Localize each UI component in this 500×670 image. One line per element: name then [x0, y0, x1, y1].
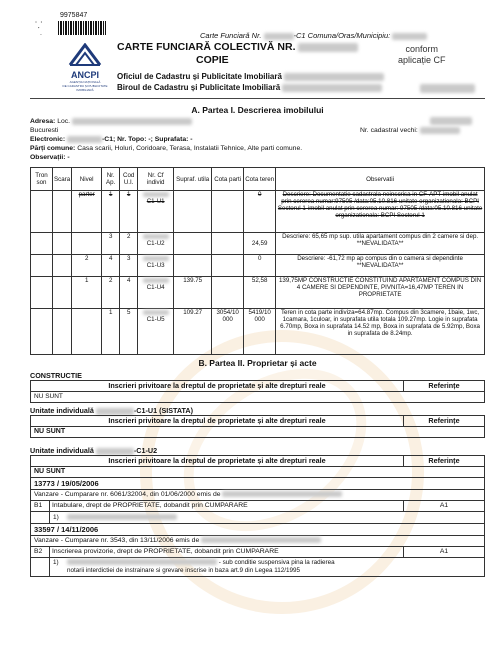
- cell-cf: [138, 233, 174, 255]
- entry-1-sub: [31, 512, 484, 523]
- table-row: [31, 277, 485, 309]
- entry-1-act: [31, 490, 484, 501]
- col-cota-parti: Cota parti: [212, 168, 244, 191]
- entry-1-code: B1: [31, 501, 50, 511]
- table-header-row: [31, 168, 485, 191]
- entry-2-note-1: - sub conditie suspensiva pina la radierea: [218, 559, 335, 566]
- stamp-redacted: [420, 80, 475, 98]
- table-row: [31, 233, 485, 255]
- cell-cota: [212, 255, 244, 277]
- cell-cota: [212, 277, 244, 309]
- redacted: [143, 256, 169, 261]
- rights-header: [30, 455, 485, 467]
- nu-sunt-cell: NU SUNT: [30, 427, 485, 438]
- cell-ap: 3: [102, 233, 120, 255]
- units-table: [30, 167, 485, 355]
- cell-cf: [138, 309, 174, 355]
- cell-tronson: [31, 255, 53, 277]
- top-line-comuna: -C1 Comuna/Oras/Municipiu:: [293, 31, 391, 40]
- nu-sunt-cell: NU SUNT: [30, 392, 485, 403]
- col-cf: Nr. Cf individ: [138, 168, 174, 191]
- cell-supraf: [174, 255, 212, 277]
- col-referinte: Referințe: [428, 381, 460, 390]
- address-value: Loc.: [57, 118, 71, 125]
- cell-ap: 2: [102, 277, 120, 309]
- cell-nivel: parter: [72, 191, 102, 233]
- document-title: [117, 41, 358, 53]
- cell-cf-text: C1-U5: [146, 316, 165, 323]
- cell-tronson: [31, 233, 53, 255]
- cell-obs: Teren in cota parte indiviza=64.87mp. Compus din 3camere, 1baie, 1wc, 1camara, 1culoar, in suprafata utila totala 109.27mp. Logie in suprafata 6.70mp, Boxa in suprafata 14.52 mp, Boxa in suprafata de 5.92mp, Boxa in suprafata de 8.24mp.: [276, 309, 485, 355]
- logo-sub-2: DE CADASTRU ȘI PUBLICITATE IMOBILIARĂ: [62, 84, 108, 92]
- cell-cf: [138, 255, 174, 277]
- cell-nivel: [72, 233, 102, 255]
- col-ap: Nr. Ap.: [102, 168, 120, 191]
- city: Bucuresti: [30, 127, 59, 134]
- cell-nivel: 1: [72, 277, 102, 309]
- entry-1: [30, 478, 485, 524]
- table-row: [31, 191, 485, 233]
- entry-2-row: [31, 547, 484, 558]
- part-b-heading: B. Partea II. Proprietar și acte: [198, 358, 317, 368]
- address-row: [30, 117, 192, 126]
- entry-2-sub-num: 1): [53, 559, 59, 566]
- entry-1-act-text: Vanzare - Cumparare nr. 6061/32004, din 01/06/2000 emis de: [34, 491, 221, 498]
- redacted: [143, 278, 169, 283]
- electronic-value: -C1; Nr. Topo: -; Suprafata: -: [102, 136, 193, 143]
- ancpi-logo: [60, 43, 110, 92]
- cell-teren: 0: [244, 255, 276, 277]
- common-parts-row: [30, 144, 302, 153]
- entry-1-head: 13773 / 19/05/2006: [31, 478, 484, 490]
- col-cod: Cod U.I.: [120, 168, 138, 191]
- header-rule: [30, 98, 485, 99]
- cell-teren: 52,58: [244, 277, 276, 309]
- redacted: [143, 310, 169, 315]
- cell-teren: 0: [244, 191, 276, 233]
- col-observatii: Observatii: [276, 168, 485, 191]
- redacted: [67, 514, 177, 520]
- redacted: [392, 33, 427, 40]
- unit2-label-b: -C1-U2: [133, 446, 158, 455]
- cell-cod: 3: [120, 255, 138, 277]
- cell-nivel: 2: [72, 255, 102, 277]
- unit1-label: [30, 406, 193, 415]
- cell-scara: [53, 191, 72, 233]
- unit2-label-a: Unitate individuală: [30, 446, 94, 455]
- unit2-section: [30, 455, 485, 577]
- cell-scara: [53, 277, 72, 309]
- corner-mark: ⸪: [35, 20, 43, 30]
- cell-scara: [53, 233, 72, 255]
- address-label: Adresa:: [30, 118, 56, 125]
- entry-2-sub: [31, 558, 484, 576]
- constructie-label: CONSTRUCTIE: [30, 371, 82, 380]
- logo-graphic-icon: [68, 43, 102, 67]
- entry-2-act-text: Vanzare - Cumparare nr. 3543, din 13/11/2006 emis de: [34, 537, 200, 544]
- cell-cod: 4: [120, 277, 138, 309]
- cell-tronson: [31, 277, 53, 309]
- office-line-1-text: Oficiul de Cadastru și Publicitate Imobiliară: [117, 72, 282, 81]
- table-row: [31, 255, 485, 277]
- cell-ap: 1: [102, 191, 120, 233]
- cell-supraf: [174, 191, 212, 233]
- logo-sub-1: AGENȚIA NAȚIONALĂ: [69, 80, 101, 84]
- entry-2: [30, 524, 485, 577]
- cell-obs: 139,75MP CONSTRUCTIE CONSTITUIND APARTAMENT COMPUS DIN 4 CAMERE SI DEPENDINTE, PIVNITA=16,47MP TEREN IN PROPRIETATE: [276, 277, 485, 309]
- col-referinte: Referințe: [428, 416, 460, 425]
- top-line: [200, 31, 427, 40]
- redacted: [222, 491, 342, 497]
- cell-supraf: 109.27: [174, 309, 212, 355]
- logo-text: ANCPI: [70, 70, 99, 80]
- cell-cf: [138, 277, 174, 309]
- cell-cod: 1: [120, 191, 138, 233]
- cell-teren: 24,59: [244, 233, 276, 255]
- cadastral-old-label: Nr. cadastral vechi:: [360, 127, 418, 134]
- entry-1-sub-num: 1): [53, 514, 59, 521]
- cell-cf-text: C1-U3: [146, 262, 165, 269]
- conform-stamp: [398, 44, 446, 66]
- cell-cf-text: C1-U2: [146, 240, 165, 247]
- stamp-line-1: conform: [405, 44, 439, 54]
- rights-header: [30, 415, 485, 427]
- cell-ap: 1: [102, 309, 120, 355]
- cell-tronson: [31, 309, 53, 355]
- redacted: [284, 73, 384, 81]
- col-referinte: Referințe: [428, 456, 460, 465]
- redacted: [298, 43, 358, 52]
- entry-2-note-2: notarii interdictiei de instrainare si grevare inscrise in baza art.9 din Legea 112/1995: [67, 567, 301, 574]
- col-nivel: Nivel: [72, 168, 102, 191]
- cell-obs: Descriere: 65,65 mp sup. utila apartament compus din 2 camere si dep. **NEVALIDATA**: [276, 233, 485, 255]
- common-parts-value: Casa scarii, Holuri, Coridoare, Terasa, Instalatii Tehnice, Alte parti comune.: [77, 145, 303, 152]
- redacted: [282, 84, 382, 92]
- entry-2-head: 33597 / 14/11/2006: [31, 524, 484, 536]
- cell-cod: 2: [120, 233, 138, 255]
- office-line-2-text: Biroul de Cadastru și Publicitate Imobiliară: [117, 83, 281, 92]
- constructie-section: [30, 380, 485, 403]
- document-subtitle: COPIE: [196, 54, 229, 66]
- cadastral-old: [360, 126, 460, 135]
- cell-nivel: [72, 309, 102, 355]
- col-inscrieri: Inscrieri privitoare la dreptul de proprietate și alte drepturi reale: [31, 381, 404, 391]
- entry-1-ref: A1: [439, 502, 449, 509]
- document-title-text: CARTE FUNCIARĂ COLECTIVĂ NR.: [117, 41, 296, 53]
- redacted: [420, 127, 460, 134]
- col-inscrieri: Inscrieri privitoare la dreptul de proprietate și alte drepturi reale: [31, 456, 404, 466]
- tick-mark: ˙: [40, 33, 43, 42]
- cell-supraf: [174, 233, 212, 255]
- office-line-2: [117, 83, 382, 92]
- barcode: [58, 21, 106, 35]
- observations-row: Observații: -: [30, 154, 70, 161]
- redacted: [67, 136, 102, 143]
- cell-scara: [53, 255, 72, 277]
- redacted: [67, 559, 217, 565]
- rights-header: [30, 380, 485, 392]
- cell-teren: 5419/10 000: [244, 309, 276, 355]
- entry-2-act: [31, 536, 484, 547]
- entry-2-code: B2: [31, 547, 50, 557]
- col-tronson: Tron son: [31, 168, 53, 191]
- table-row: [31, 309, 485, 355]
- top-line-cf: Carte Funciară Nr.: [200, 31, 262, 40]
- redacted: [264, 33, 294, 40]
- redacted: [72, 118, 192, 125]
- redacted: [201, 537, 321, 543]
- cell-cota: [212, 233, 244, 255]
- stamp-line-2: aplicație CF: [398, 55, 446, 65]
- unit1-section: [30, 415, 485, 438]
- office-line-1: [117, 72, 384, 81]
- nu-sunt-cell: NU SUNT: [30, 467, 485, 478]
- unit1-label-a: Unitate individuală: [30, 406, 94, 415]
- electronic-row: [30, 135, 193, 144]
- cell-cota: [212, 191, 244, 233]
- redacted: [96, 448, 134, 455]
- serial-number: 9975847: [60, 12, 88, 19]
- unit2-label: [30, 446, 157, 455]
- col-scara: Scara: [53, 168, 72, 191]
- cell-tronson: [31, 191, 53, 233]
- cell-cf-text: C1-U4: [146, 284, 165, 291]
- cell-supraf: 139.75: [174, 277, 212, 309]
- entry-2-ref: A1: [439, 548, 449, 555]
- redacted: [96, 408, 134, 415]
- cell-obs: Descriere: -61,72 mp ap compus din o camera si dependinte **NEVALIDATA**: [276, 255, 485, 277]
- entry-2-text: Inscrierea provizorie, drept de PROPRIETATE, dobandit prin CUMPARARE: [50, 547, 404, 557]
- redacted: [143, 234, 169, 239]
- cell-cod: 5: [120, 309, 138, 355]
- common-parts-label: Părți comune:: [30, 145, 76, 152]
- cell-cota: 3054/10 000: [212, 309, 244, 355]
- entry-1-text: Intabulare, drept de PROPRIETATE, dobandit prin CUMPARARE: [50, 501, 404, 511]
- entry-1-row: [31, 501, 484, 512]
- col-supraf: Supraf. utila: [174, 168, 212, 191]
- electronic-label: Electronic:: [30, 136, 66, 143]
- cell-cf-text: C1-U1: [146, 198, 165, 205]
- col-cota-teren: Cota teren: [244, 168, 276, 191]
- cell-cf: [138, 191, 174, 233]
- cell-scara: [53, 309, 72, 355]
- unit1-label-b: -C1-U1 (SISTATA): [133, 406, 193, 415]
- redacted: [143, 192, 169, 197]
- cell-ap: 4: [102, 255, 120, 277]
- cell-obs: Descriere: Documentatie cadastrala neinscrisa in CF-APT-imobil anulat prin cererea numar:97505 /data:05.10.816 unitate organizationala: BCPI Sectorul 1-imobil anulat prin cererea numar: 97505 /data:05.10.816 unitate organizationala: BCPI Sectorul 1: [276, 191, 485, 233]
- col-inscrieri: Inscrieri privitoare la dreptul de proprietate și alte drepturi reale: [31, 416, 404, 426]
- part-a-heading: A. Partea I. Descrierea imobilului: [191, 105, 324, 115]
